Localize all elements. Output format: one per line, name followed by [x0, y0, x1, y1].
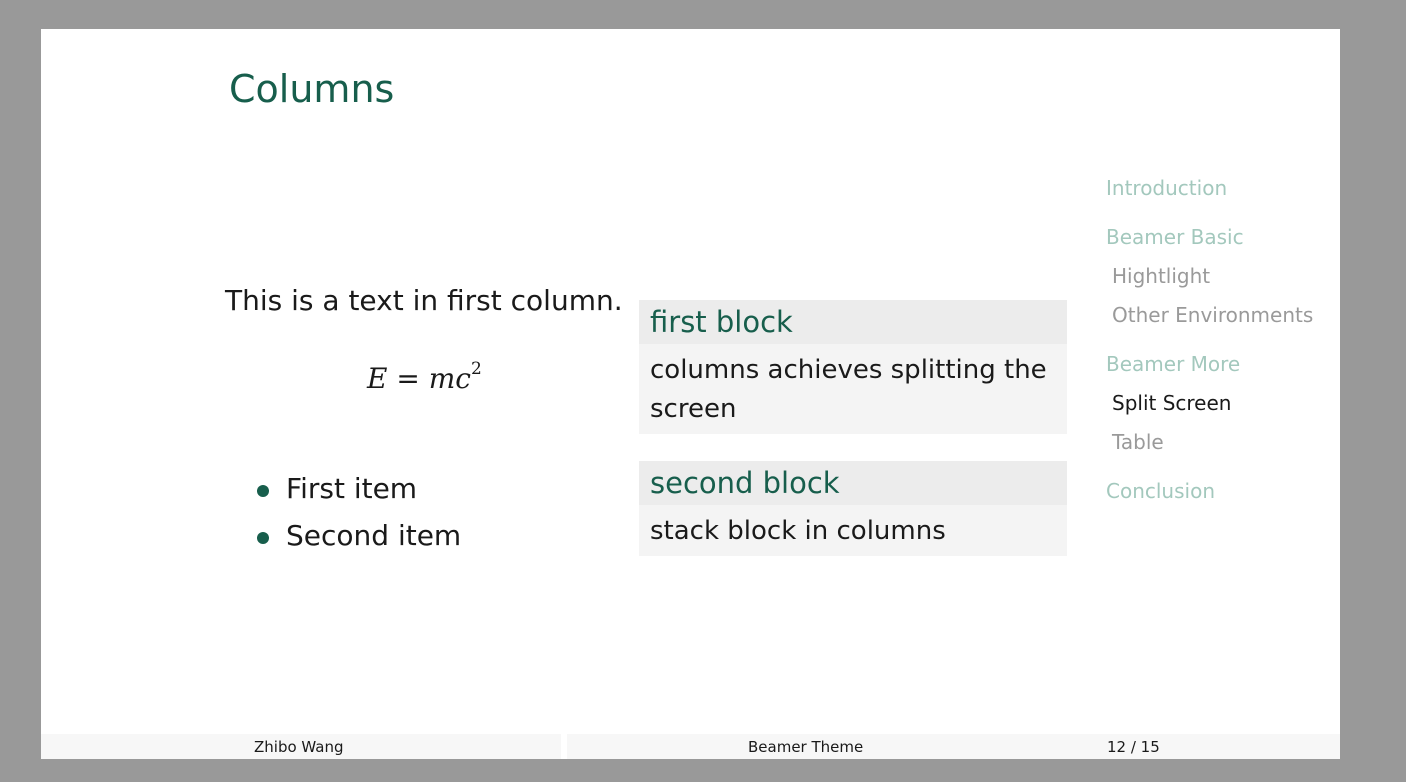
bullet-list [255, 469, 461, 563]
footer [41, 734, 1340, 759]
toc-sub-split-screen[interactable]: Split Screen [1112, 391, 1232, 415]
frame-title: Columns [229, 67, 395, 111]
list-item [255, 469, 461, 516]
footer-author: Zhibo Wang [254, 738, 344, 756]
toc-section-introduction[interactable]: Introduction [1106, 176, 1228, 200]
second-block [639, 461, 1067, 556]
slide [41, 29, 1340, 759]
toc-section-beamer-more[interactable]: Beamer More [1106, 352, 1241, 376]
equation-equals: = [387, 362, 429, 395]
list-item [255, 516, 461, 563]
list-item-label: First item [286, 472, 418, 505]
bullet-dot-icon [257, 532, 269, 544]
toc-sub-table[interactable]: Table [1112, 430, 1164, 454]
toc-sub-other-environments[interactable]: Other Environments [1112, 303, 1314, 327]
toc-sub-hightlight[interactable]: Hightlight [1112, 264, 1211, 288]
sidebar-toc [1106, 173, 1340, 506]
block-title: first block [639, 300, 1067, 344]
equation-rhs: mc [428, 362, 471, 395]
footer-title: Beamer Theme [748, 738, 864, 756]
equation [367, 351, 482, 397]
block-body: columns achieves splitting the screen [639, 344, 1067, 434]
equation-exponent: 2 [470, 359, 482, 379]
toc-section-beamer-basic[interactable]: Beamer Basic [1106, 225, 1244, 249]
bullet-dot-icon [257, 485, 269, 497]
block-title: second block [639, 461, 1067, 505]
list-item-label: Second item [286, 519, 462, 552]
footer-page-number: 12 / 15 [1107, 738, 1160, 756]
toc-section-conclusion[interactable]: Conclusion [1106, 479, 1215, 503]
footer-divider [561, 734, 567, 759]
first-column-text: This is a text in first column. [225, 284, 623, 317]
block-body: stack block in columns [639, 505, 1067, 556]
first-block [639, 300, 1067, 434]
equation-lhs: E [367, 362, 388, 395]
